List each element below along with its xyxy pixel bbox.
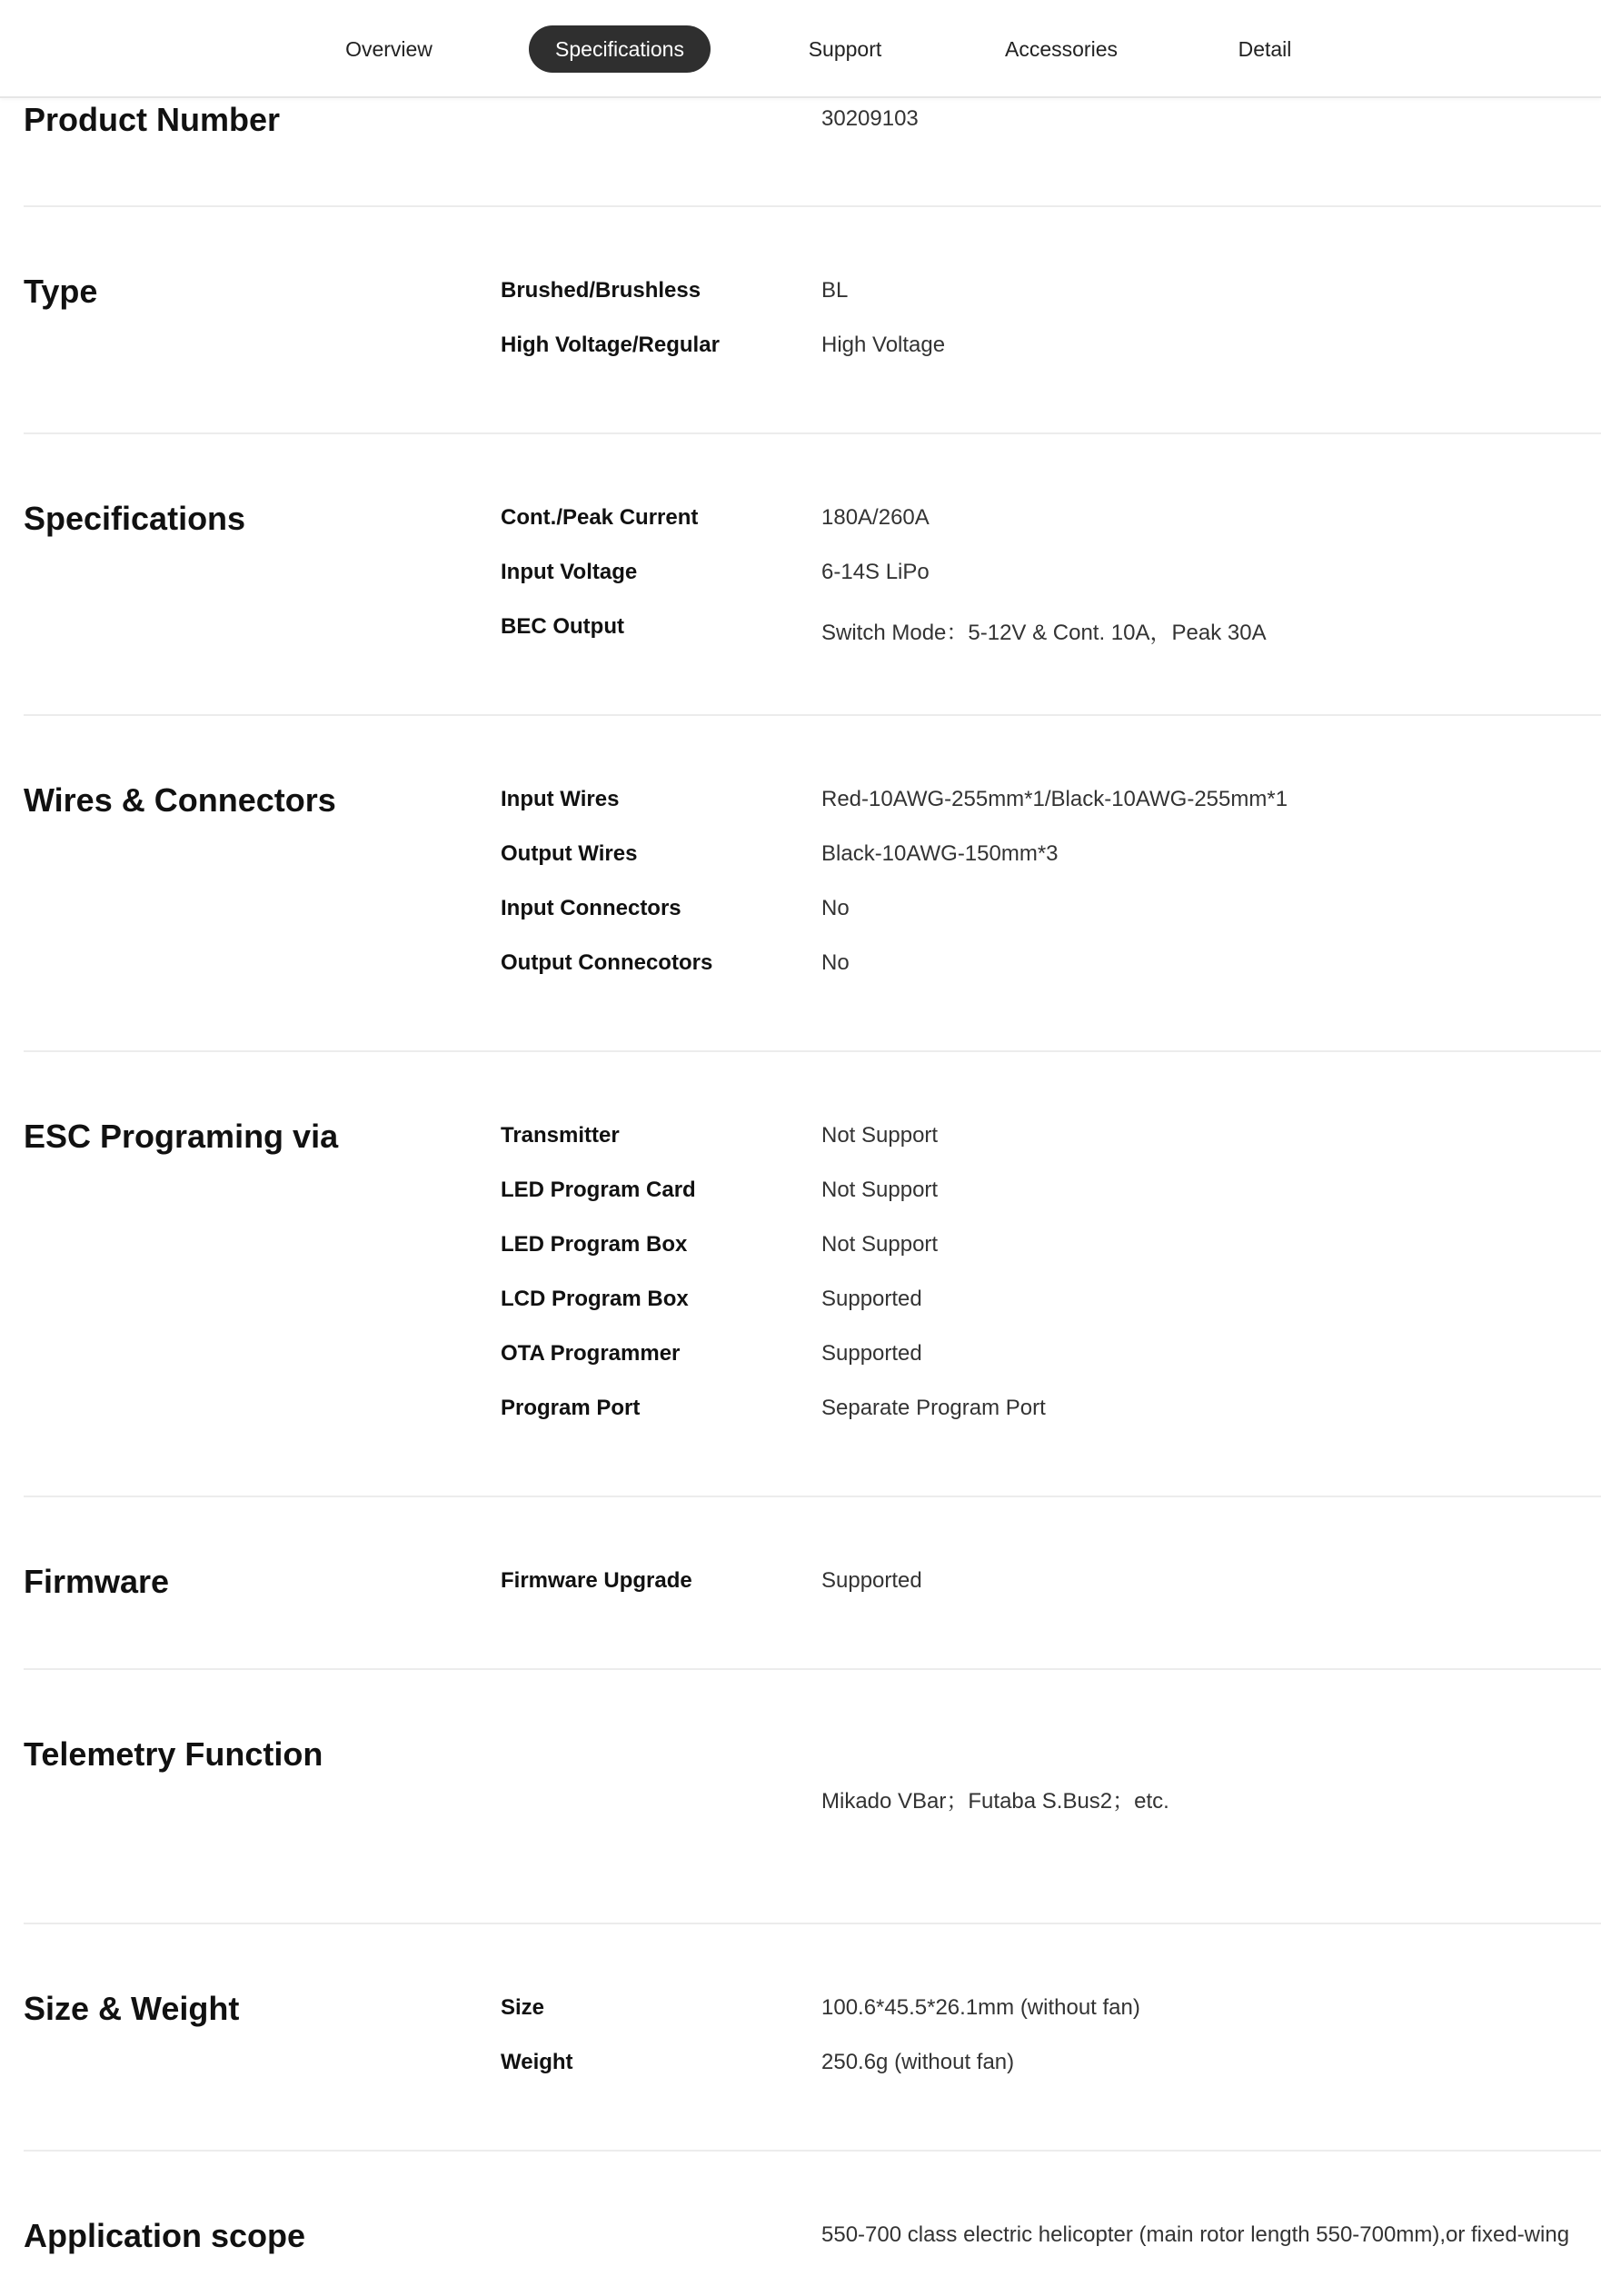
application-value: 550-700 class electric helicopter (main rotor length 550-700mm),or fixed-wing	[821, 2222, 1570, 2247]
spec-row	[24, 1123, 1601, 1159]
spec-value: Not Support	[821, 1178, 939, 1202]
spec-value: 250.6g (without fan)	[821, 2050, 1015, 2074]
section-title: Size & Weight	[24, 1990, 240, 2027]
spec-row	[24, 950, 1601, 987]
product-number-value: 30209103	[821, 106, 919, 131]
section-title: Application scope	[24, 2217, 306, 2254]
spec-label: LCD Program Box	[501, 1287, 689, 1311]
spec-label: High Voltage/Regular	[501, 333, 720, 357]
spec-row	[24, 896, 1601, 932]
tab-specifications[interactable]: Specifications	[529, 25, 711, 73]
section-product-number	[24, 98, 1601, 207]
spec-row	[24, 333, 1601, 369]
spec-row	[24, 2050, 1601, 2086]
spec-row	[24, 1178, 1601, 1214]
spec-row	[24, 841, 1601, 878]
section-title: Wires & Connectors	[24, 781, 336, 819]
section-size-weight	[24, 1924, 1601, 2152]
spec-row	[24, 1396, 1601, 1432]
telemetry-value: Mikado VBar；Futaba S.Bus2；etc.	[821, 1789, 1169, 1814]
spec-row	[24, 1995, 1601, 2032]
spec-value: 6-14S LiPo	[821, 560, 930, 584]
section-title: Telemetry Function	[24, 1735, 323, 1773]
section-title: Type	[24, 273, 98, 310]
spec-value: Supported	[821, 1287, 922, 1311]
section-title: Specifications	[24, 500, 246, 537]
spec-label: BEC Output	[501, 614, 624, 639]
section-title: Product Number	[24, 101, 281, 138]
spec-content	[0, 98, 1601, 2261]
section-title: ESC Programing via	[24, 1118, 339, 1155]
spec-row	[24, 787, 1601, 823]
top-nav	[0, 0, 1601, 98]
spec-label: Size	[501, 1995, 545, 2020]
spec-value: Supported	[821, 1341, 922, 1366]
section-wires-connectors	[24, 716, 1601, 1052]
spec-value: 100.6*45.5*26.1mm (without fan)	[821, 1995, 1140, 2020]
spec-label: Output Connecotors	[501, 950, 713, 975]
spec-value: BL	[821, 278, 849, 303]
spec-label: Input Connectors	[501, 896, 681, 920]
tab-support[interactable]: Support	[808, 37, 882, 61]
spec-label: Brushed/Brushless	[501, 278, 701, 303]
spec-row	[24, 505, 1601, 542]
spec-label: Weight	[501, 2050, 573, 2074]
section-application-scope	[24, 2152, 1601, 2261]
spec-value: High Voltage	[821, 333, 946, 357]
tab-accessories[interactable]: Accessories	[1005, 37, 1118, 61]
spec-row	[24, 278, 1601, 314]
spec-value: Supported	[821, 1568, 922, 1593]
spec-label: Program Port	[501, 1396, 641, 1420]
section-esc-programing	[24, 1052, 1601, 1497]
spec-value: Black-10AWG-150mm*3	[821, 841, 1059, 866]
spec-label: LED Program Card	[501, 1178, 696, 1202]
section-firmware	[24, 1497, 1601, 1670]
spec-label: Transmitter	[501, 1123, 620, 1148]
spec-value: Not Support	[821, 1123, 939, 1148]
spec-label: Cont./Peak Current	[501, 505, 699, 530]
spec-label: Output Wires	[501, 841, 638, 866]
spec-value: Red-10AWG-255mm*1/Black-10AWG-255mm*1	[821, 787, 1288, 811]
spec-value: No	[821, 950, 850, 975]
spec-value: No	[821, 896, 850, 920]
spec-label: OTA Programmer	[501, 1341, 681, 1366]
spec-row	[24, 1287, 1601, 1323]
spec-row	[24, 1568, 1601, 1605]
spec-value: Separate Program Port	[821, 1396, 1046, 1420]
spec-row	[24, 1232, 1601, 1268]
spec-label: LED Program Box	[501, 1232, 688, 1257]
tab-detail[interactable]: Detail	[1238, 37, 1292, 61]
spec-label: Firmware Upgrade	[501, 1568, 692, 1593]
spec-row	[24, 1341, 1601, 1377]
section-specifications	[24, 434, 1601, 716]
spec-label: Input Voltage	[501, 560, 638, 584]
section-title: Firmware	[24, 1563, 170, 1600]
section-type	[24, 207, 1601, 434]
spec-value: Not Support	[821, 1232, 939, 1257]
section-telemetry	[24, 1670, 1601, 1924]
spec-label: Input Wires	[501, 787, 620, 811]
spec-row	[24, 560, 1601, 596]
spec-row	[24, 614, 1601, 651]
spec-value: 180A/260A	[821, 505, 930, 530]
spec-value: Switch Mode：5-12V & Cont. 10A，Peak 30A	[821, 621, 1267, 645]
tab-overview[interactable]: Overview	[345, 37, 433, 61]
